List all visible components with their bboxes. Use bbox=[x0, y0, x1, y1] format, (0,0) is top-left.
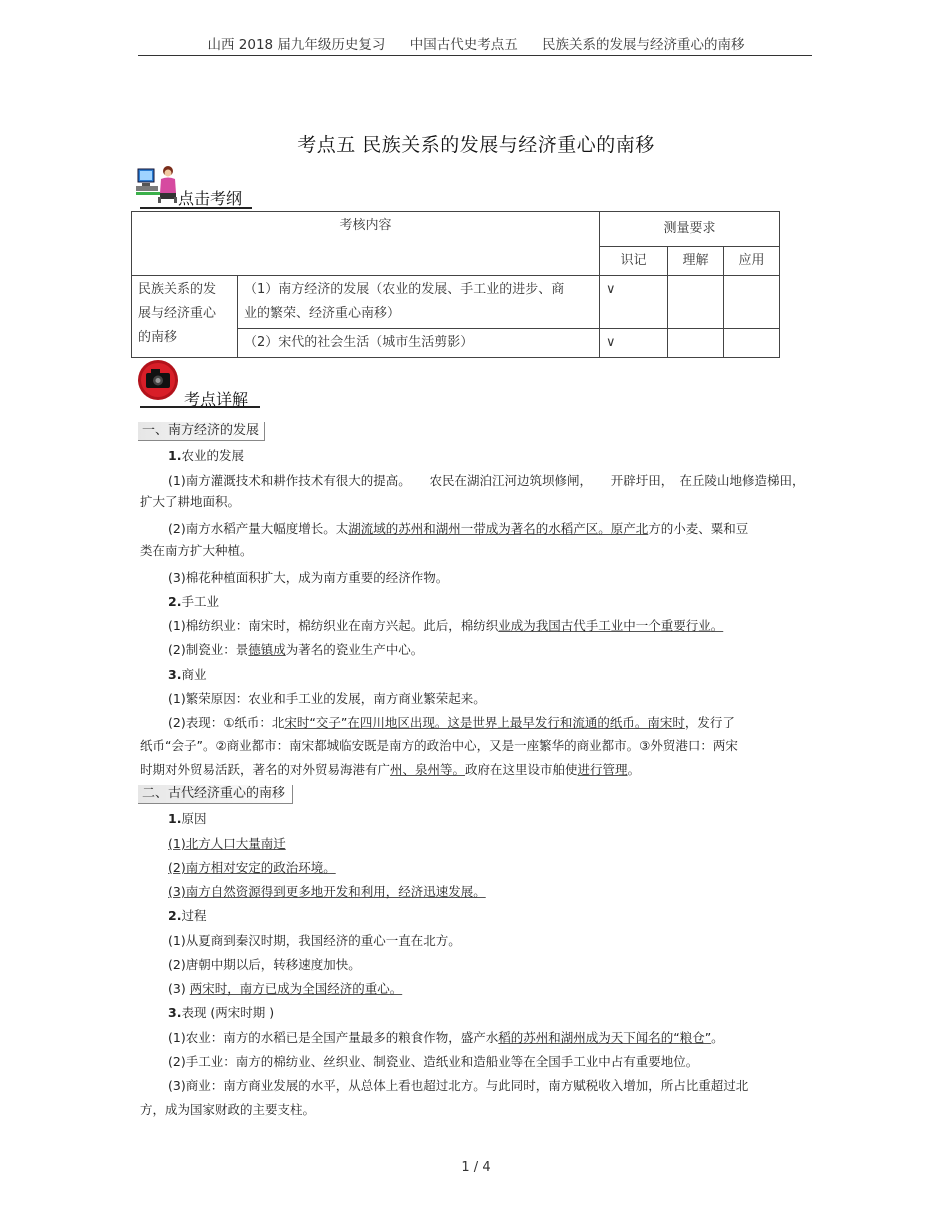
commerce-p2: (2)表现：①纸币：北宋时“交子”在四川地区出现。这是世界上最早发行和流通的纸币。南宋时，发行了 bbox=[168, 715, 735, 730]
reason-item: (3)南方自然资源得到更多地开发和利用，经济迅速发展。 bbox=[168, 884, 486, 899]
item-line: （2）宋代的社会生活（城市生活剪影） bbox=[244, 335, 474, 350]
commerce-p2-cont: 纸币“会子”。②商业都市：南宋都城临安既是南方的政治中心，又是一座繁华的商业都市。③外贸港口：两宋 bbox=[140, 738, 738, 753]
header-course: 山西 2018 届九年级历史复习 bbox=[207, 37, 386, 53]
reason-title: 1.原因 bbox=[168, 811, 207, 826]
agri-p2-cont: 类在南方扩大种植。 bbox=[140, 543, 253, 558]
process-p3: (3) 两宋时，南方已成为全国经济的重心。 bbox=[168, 981, 403, 996]
check-mark: ∨ bbox=[600, 329, 668, 358]
check-mark: ∨ bbox=[600, 276, 668, 329]
reason-item: (2)南方相对安定的政治环境。 bbox=[168, 860, 336, 875]
header-unit: 中国古代史考点五 bbox=[409, 37, 518, 53]
commerce-title: 3.商业 bbox=[168, 667, 207, 682]
process-p2: (2)唐朝中期以后，转移速度加快。 bbox=[168, 957, 361, 972]
show-p1: (1)农业：南方的水稻已是全国产量最多的粮食作物，盛产水稻的苏州和湖州成为天下闻名的“粮仓”。 bbox=[168, 1030, 724, 1045]
section-outline-label: 点击考纲 bbox=[178, 189, 243, 208]
item-cell bbox=[238, 329, 600, 358]
section-outline-rule bbox=[140, 207, 252, 209]
empty-cell bbox=[668, 276, 724, 329]
show-p2: (2)手工业：南方的棉纺业、丝织业、制瓷业、造纸业和造船业等在全国手工业中占有重要地位。 bbox=[168, 1054, 699, 1069]
agri-p1: (1)南方灌溉技术和耕作技术有很大的提高。 农民在湖泊江河边筑坝修闸， 开辟圩田， 在丘陵山地修造梯田， bbox=[168, 473, 805, 488]
process-p1: (1)从夏商到秦汉时期，我国经济的重心一直在北方。 bbox=[168, 933, 461, 948]
agri-title: 1.农业的发展 bbox=[168, 448, 244, 463]
craft-title: 2.手工业 bbox=[168, 594, 219, 609]
agri-p2: (2)南方水稻产量大幅度增长。太湖流域的苏州和湖州一带成为著名的水稻产区。原产北方的小麦、粟和豆 bbox=[168, 521, 749, 536]
process-title: 2.过程 bbox=[168, 908, 207, 923]
empty-cell bbox=[724, 276, 780, 329]
show-title: 3.表现 (两宋时期 ) bbox=[168, 1005, 275, 1020]
topic-line: 展与经济重心 bbox=[138, 306, 217, 321]
empty-cell bbox=[724, 329, 780, 358]
topic-line: 民族关系的发 bbox=[138, 282, 217, 297]
computer-user-icon bbox=[136, 163, 180, 203]
show-p3: (3)商业：南方商业发展的水平，从总体上看也超过北方。与此同时，南方赋税收入增加，所占比重超过北 bbox=[168, 1078, 749, 1093]
level-memorize: 识记 bbox=[600, 247, 668, 276]
commerce-p2-cont2: 时期对外贸易活跃，著名的对外贸易海港有广州、泉州等。政府在这里设市舶使进行管理。 bbox=[140, 762, 641, 777]
show-p3-cont: 方，成为国家财政的主要支柱。 bbox=[140, 1102, 316, 1117]
topic-line: 的南移 bbox=[138, 330, 178, 345]
topic-cell bbox=[132, 276, 238, 358]
level-apply: 应用 bbox=[724, 247, 780, 276]
craft-p2: (2)制瓷业：景德镇成为著名的瓷业生产中心。 bbox=[168, 642, 424, 657]
item-line: 业的繁荣、经济重心南移） bbox=[244, 306, 401, 321]
camera-icon bbox=[136, 358, 180, 398]
page-title: 考点五 民族关系的发展与经济重心的南移 bbox=[297, 134, 655, 156]
agri-p1-cont: 扩大了耕地面积。 bbox=[140, 494, 241, 509]
reason-item: (1)北方人口大量南迁 bbox=[168, 836, 286, 851]
col-content-header: 考核内容 bbox=[132, 212, 600, 276]
header-rule bbox=[138, 55, 812, 56]
item-cell bbox=[238, 276, 600, 329]
col-requirement-header: 测量要求 bbox=[600, 212, 780, 247]
page-number: 1 / 4 bbox=[461, 1160, 491, 1175]
exam-outline-table bbox=[131, 211, 780, 358]
header-topic: 民族关系的发展与经济重心的南移 bbox=[542, 37, 745, 53]
section-detail-label: 考点详解 bbox=[184, 390, 249, 409]
page-header bbox=[140, 33, 812, 53]
section-detail-rule bbox=[140, 406, 260, 408]
craft-p1: (1)棉纺织业：南宋时，棉纺织业在南方兴起。此后，棉纺织业成为我国古代手工业中一个重要行业。 bbox=[168, 618, 724, 633]
level-understand: 理解 bbox=[668, 247, 724, 276]
commerce-p1: (1)繁荣原因：农业和手工业的发展，南方商业繁荣起来。 bbox=[168, 691, 486, 706]
item-line: （1）南方经济的发展（农业的发展、手工业的进步、商 bbox=[244, 282, 565, 297]
part1-heading: 一、南方经济的发展 bbox=[138, 422, 265, 441]
part2-heading: 二、古代经济重心的南移 bbox=[138, 785, 293, 804]
empty-cell bbox=[668, 329, 724, 358]
agri-p3: (3)棉花种植面积扩大，成为南方重要的经济作物。 bbox=[168, 570, 449, 585]
